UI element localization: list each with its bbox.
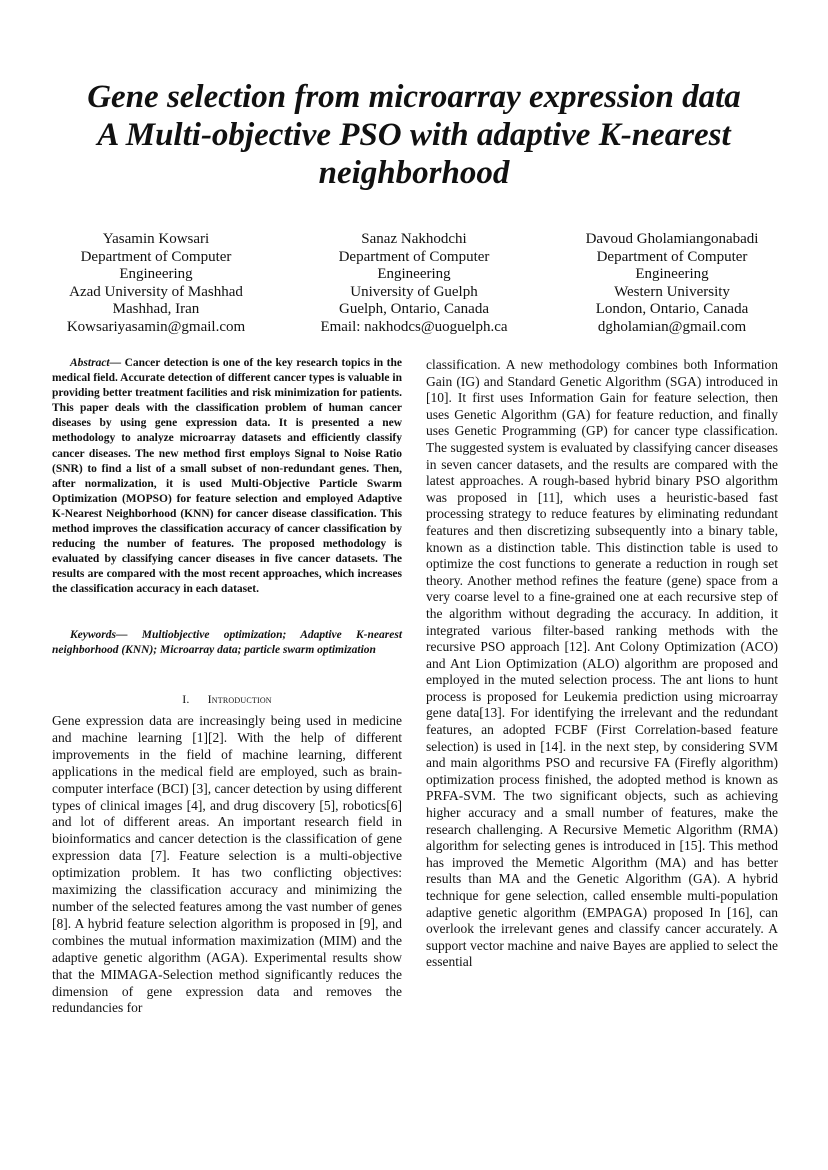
abstract xyxy=(52,356,402,598)
author-department: Department of Computer xyxy=(596,248,748,265)
introduction-body: Gene expression data are increasingly being used in medicine and machine learning [1][2]. With the help of different improvements in the field of machine learning, different applications in the medical field are employed, such as brain-computer interface (BCI) [3], cancer detection by using different types of clinical images [4], and drug discovery [5], robotics[6] and lot of different areas. An important research field in bioinformatics and cancer detection is the classification of gene expression data [7]. Feature selection is a multi-objective optimization problem. It has two conflicting objectives: maximizing the classification accuracy and minimizing the number of the selected features among the vast number of genes [8]. A hybrid feature selection algorithm is proposed in [9], and combines the mutual information maximization (MIM) and the adaptive genetic algorithm (AGA). Experimental results show that the MIMAGA-Selection method significantly reduces the dimension of gene expression data and removes the redundancies for xyxy=(52,713,402,1016)
right-column-body: classification. A new methodology combines both Information Gain (IG) and Standard Genetic Algorithm (SGA) introduced in [10]. It first uses Information Gain for feature selection, then uses Genetic Algorithm (GA) for feature reduction, and finally uses Genetic Programming (GP) for cancer type classification. The suggested system is evaluated by classifying cancer diseases in seven cancer datasets, and the results are compared with the latest approaches. A rough-based hybrid binary PSO algorithm was proposed in [11], which uses a heuristic-based fast processing strategy to reduce features by eliminating redundant features and then discretizing subsequently into a binary table, known as a distinction table. This distinction table is used to optimize the cost functions to generate a reduction in rough set theory. Another method refines the feature (gene) space from a very coarse level to a fine-grained one at each recursive step of the algorithm without degrading the accuracy. In addition, it integrated various filter-based ranking methods with the recursive PSO approach [12]. Ant Colony Optimization (ACO) and Ant Lion Optimization (ALO) algorithm are proposed and employed in the muted selection process. The ant lions to hunt process is proposed for Leukemia prediction using microarray gene data[13]. For identifying the irrelevant and the redundant features, an adopted FCBF (First Correlation-based feature selection) is used in [14]. in the next step, by considering SVM and main algorithms PSO and recursive FA (Firefly algorithm) optimization process finished, the adopted method is known as PRFA-SVM. The two significant objects, such as achieving higher accuracy and a small number of features, make the research challenging. A Recursive Memetic Algorithm (RMA) algorithm for selecting genes is introduced in [15]. This method has improved the Memetic Algorithm (MA) and has better results than MA and the Genetic Algorithm (GA). A hybrid technique for gene selection, called ensemble multi-population adaptive genetic algorithm (EMPAGA) proposed In [16], can overlook the irrelevant genes and classify cancer accurately. A support vector machine and naive Bayes are applied to select the essential xyxy=(426,357,778,970)
keywords-text: Multiobjective optimization; Adaptive K-nearest neighborhood (KNN); Microarray data; particle swarm optimization xyxy=(52,629,403,657)
author-affiliation: Azad University of Mashhad xyxy=(69,283,243,300)
author-email: Kowsariyasamin@gmail.com xyxy=(66,318,246,335)
section-title: Introduction xyxy=(207,692,272,706)
keywords xyxy=(52,628,402,658)
author-location: Mashhad, Iran xyxy=(112,301,200,318)
author-email: dgholamian@gmail.com xyxy=(597,318,747,335)
author-email: Email: nakhodcs@uoguelph.ca xyxy=(320,318,508,335)
author-block-3 xyxy=(552,231,792,337)
author-block-2 xyxy=(294,231,534,337)
author-name: Sanaz Nakhodchi xyxy=(361,231,467,247)
author-department: Department of Computer xyxy=(80,248,232,265)
section-heading xyxy=(52,692,402,707)
paper-title xyxy=(40,78,788,192)
abstract-label: Abstract— xyxy=(70,357,122,369)
author-department-cont: Engineering xyxy=(635,266,709,283)
author-affiliation: University of Guelph xyxy=(350,283,478,300)
author-block-1 xyxy=(36,231,276,337)
title-line-2: A Multi-objective PSO with adaptive K-nearest xyxy=(97,117,731,153)
section-number: I. xyxy=(182,692,190,706)
author-location: London, Ontario, Canada xyxy=(595,301,749,318)
author-name: Yasamin Kowsari xyxy=(102,231,210,247)
keywords-label: Keywords— xyxy=(70,629,128,641)
title-line-1: Gene selection from microarray expression data xyxy=(87,79,741,115)
author-department-cont: Engineering xyxy=(377,266,451,283)
title-line-3: neighborhood xyxy=(318,155,510,191)
author-location: Guelph, Ontario, Canada xyxy=(339,301,489,318)
author-department: Department of Computer xyxy=(338,248,490,265)
author-department-cont: Engineering xyxy=(119,266,193,283)
author-name: Davoud Gholamiangonabadi xyxy=(585,231,759,247)
abstract-text: Cancer detection is one of the key research topics in the medical field. Accurate detection of different cancer types is valuable in providing better treatment facilities and risk minimization for patients. This paper deals with the classification problem of human cancer diseases by using gene expression data. It is presented a new methodology to analyze microarray datasets and efficiently classify cancer diseases. The new method first employs Signal to Noise Ratio (SNR) to find a list of a small subset of non-redundant genes. Then, after normalization, it is used Multi-Objective Particle Swarm Optimization (MOPSO) for feature selection and employed Adaptive K-Nearest Neighborhood (KNN) for cancer disease classification. This method improves the classification accuracy of cancer classification by reducing the number of features. The proposed methodology is evaluated by classifying cancer diseases in five cancer datasets. The results are compared with the most recent approaches, which increases the classification accuracy in each dataset. xyxy=(52,357,402,596)
author-affiliation: Western University xyxy=(614,283,730,300)
